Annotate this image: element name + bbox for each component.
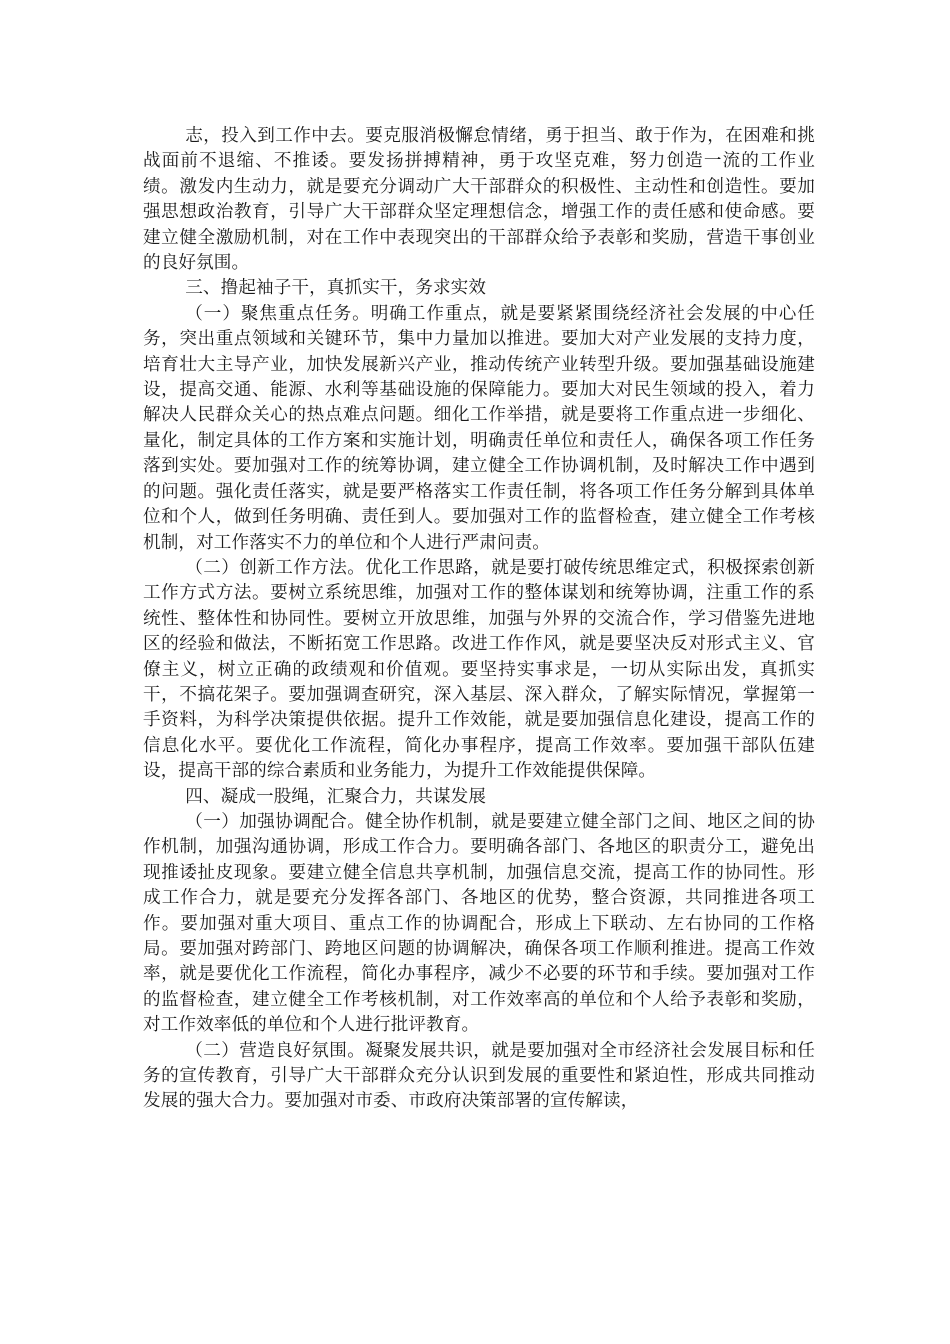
paragraph-3-1: （一）聚焦重点任务。明确工作重点，就是要紧紧围绕经济社会发展的中心任务，突出重点领域和关键环节，集中力量加以推进。要加大对产业发展的支持力度，培育壮大主导产业，加快发展新兴产业，推动传统产业转型升级。要加强基础设施建设，提高交通、能源、水利等基础设施的保障能力。要加大对民生领域的投入，着力解决人民群众关心的热点难点问题。细化工作举措，就是要将工作重点进一步细化、量化，制定具体的工作方案和实施计划，明确责任单位和责任人，确保各项工作任务落到实处。要加强对工作的统筹协调，建立健全工作协调机制，及时解决工作中遇到的问题。强化责任落实，就是要严格落实工作责任制，将各项工作任务分解到具体单位和个人，做到任务明确、责任到人。要加强对工作的监督检查，建立健全工作考核机制，对工作落实不力的单位和个人进行严肃问责。 xyxy=(143,303,815,553)
paragraph-1: 志，投入到工作中去。要克服消极懈怠情绪，勇于担当、敢于作为，在困难和挑战面前不退缩、不推诿。要发扬拼搏精神，勇于攻坚克难，努力创造一流的工作业绩。激发内生动力，就是要充分调动广大干部群众的积极性、主动性和创造性。要加强思想政治教育，引导广大干部群众坚定理想信念，增强工作的责任感和使命感。要建立健全激励机制，对在工作中表现突出的干部群众给予表彰和奖励，营造干事创业的良好氛围。 xyxy=(143,126,815,274)
paragraph-3-2: （二）创新工作方法。优化工作思路，就是要打破传统思维定式，积极探索创新工作方式方法。要树立系统思维，加强对工作的整体谋划和统筹协调，注重工作的系统性、整体性和协同性。要树立开放思维，加强与外界的交流合作，学习借鉴先进地区的经验和做法，不断拓宽工作思路。改进工作作风，就是要坚决反对形式主义、官僚主义，树立正确的政绩观和价值观。要坚持实事求是，一切从实际出发，真抓实干，不搞花架子。要加强调查研究，深入基层、深入群众，了解实际情况，掌握第一手资料，为科学决策提供依据。提升工作效能，就是要加强信息化建设，提高工作的信息化水平。要优化工作流程，简化办事程序，提高工作效率。要加强干部队伍建设，提高干部的综合素质和业务能力，为提升工作效能提供保障。 xyxy=(143,557,815,782)
section-heading-3: 三、撸起袖子干，真抓实干，务求实效 xyxy=(185,278,487,299)
document-body xyxy=(143,124,815,1115)
paragraph-4-1: （一）加强协调配合。健全协作机制，就是要建立健全部门之间、地区之间的协作机制，加强沟通协调，形成工作合力。要明确各部门、各地区的职责分工，避免出现推诿扯皮现象。要建立健全信息共享机制，加强信息交流，提高工作的协同性。形成工作合力，就是要充分发挥各部门、各地区的优势，整合资源，共同推进各项工作。要加强对重大项目、重点工作的协调配合，形成上下联动、左右协同的工作格局。要加强对跨部门、跨地区问题的协调解决，确保各项工作顺利推进。提高工作效率，就是要优化工作流程，简化办事程序，减少不必要的环节和手续。要加强对工作的监督检查，建立健全工作考核机制，对工作效率高的单位和个人给予表彰和奖励，对工作效率低的单位和个人进行批评教育。 xyxy=(143,811,815,1036)
section-heading-4: 四、凝成一股绳，汇聚合力，共谋发展 xyxy=(185,786,487,807)
paragraph-4-2: （二）营造良好氛围。凝聚发展共识，就是要加强对全市经济社会发展目标和任务的宣传教育，引导广大干部群众充分认识到发展的重要性和紧迫性，形成共同推动发展的强大合力。要加强对市委、市政府决策部署的宣传解读， xyxy=(143,1040,815,1112)
